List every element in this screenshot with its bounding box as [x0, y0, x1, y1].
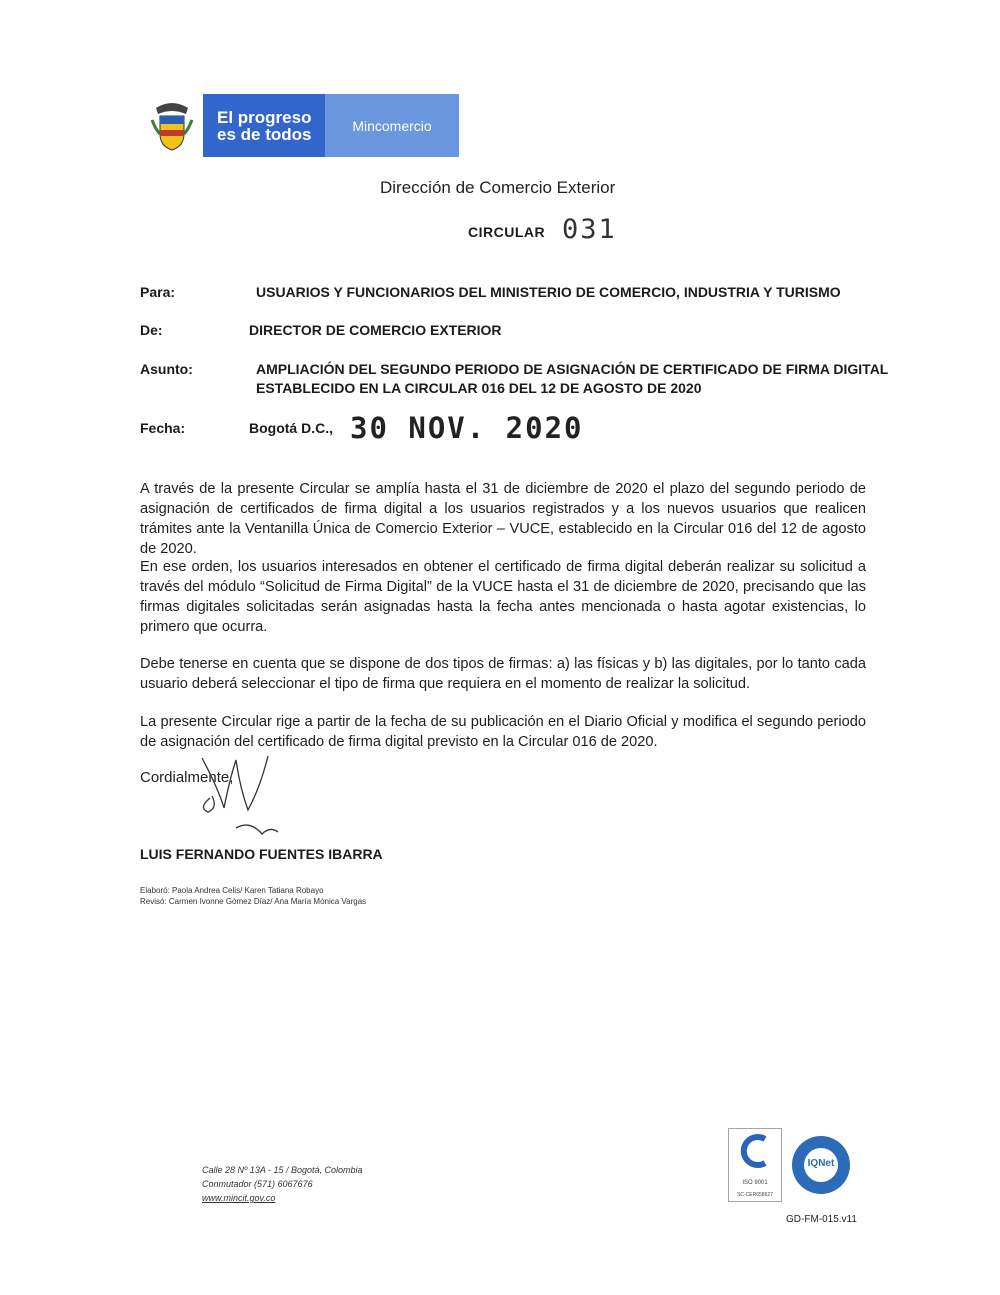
body-paragraph-3: Debe tenerse en cuenta que se dispone de dos tipos de firmas: a) las físicas y b) las digitales, por lo tanto cada usuario deberá seleccionar el tipo de firma que requiera en el momento de realizar la solicitud. — [140, 656, 866, 692]
department-title: Dirección de Comercio Exterior — [380, 178, 616, 197]
footer-address: Calle 28 Nº 13A - 15 / Bogotá, Colombia — [202, 1165, 363, 1175]
de-label: De: — [140, 322, 163, 338]
cert-code: SC-CER658627 — [737, 1192, 773, 1198]
body-paragraph-2: En ese orden, los usuarios interesados en obtener el certificado de firma digital deberán realizar su solicitud a través del módulo “Solicitud de Firma Digital” de la VUCE hasta el 31 de diciembre de 2020, precisando que las firmas digitales solicitadas serán asignadas hasta la fecha antes mencionada o hasta agotar existencias, lo primero que ocurra. — [140, 559, 866, 635]
handwritten-signature — [190, 748, 300, 848]
iqnet-certification — [790, 1134, 852, 1196]
brand-name: Mincomercio — [352, 117, 432, 134]
circular-label: CIRCULAR — [468, 224, 546, 240]
icontec-certification — [728, 1128, 782, 1202]
iqnet-label: IQNet — [807, 1158, 835, 1169]
asunto-label: Asunto: — [140, 361, 193, 377]
icontec-logo-icon — [729, 1129, 781, 1175]
footer-web: www.mincit.gov.co — [202, 1193, 276, 1203]
para-value: USUARIOS Y FUNCIONARIOS DEL MINISTERIO DE COMERCIO, INDUSTRIA Y TURISMO — [256, 284, 841, 300]
slogan-block — [203, 94, 325, 157]
fecha-place: Bogotá D.C., — [249, 420, 333, 436]
de-value: DIRECTOR DE COMERCIO EXTERIOR — [249, 322, 502, 338]
body-paragraph-1: A través de la presente Circular se amplía hasta el 31 de diciembre de 2020 el plazo del segundo periodo de asignación de certificados de firma digital a los usuarios registrados y a los nuevos usuarios que realicen trámites ante la Ventanilla Única de Comercio Exterior – VUCE, establecido en la Circular 016 del 12 de agosto de 2020. — [140, 481, 866, 557]
circular-number: 031 — [562, 214, 617, 245]
body-paragraph-4: La presente Circular rige a partir de la fecha de su publicación en el Diario Oficial y modifica el segundo periodo de asignación del certificado de firma digital previsto en la Circular 016 de 2020. — [140, 714, 866, 750]
para-label: Para: — [140, 284, 176, 300]
brand-block — [325, 94, 459, 157]
closing-text: Cordialmente, — [140, 769, 234, 786]
date-stamp: 30 NOV. 2020 — [350, 411, 584, 445]
form-code: GD-FM-015.v11 — [786, 1214, 857, 1225]
elaboro-credit: Elaboró: Paola Andrea Celis/ Karen Tatiana Robayo — [140, 886, 324, 895]
asunto-line-2: ESTABLECIDO EN LA CIRCULAR 016 DEL 12 DE AGOSTO DE 2020 — [256, 380, 702, 396]
reviso-credit: Revisó: Carmen Ivonne Gómez Díaz/ Ana María Mónica Vargas — [140, 897, 367, 906]
iso-label: ISO 9001 — [742, 1180, 768, 1186]
header-banner — [140, 94, 459, 157]
slogan-line-2: es de todos — [217, 124, 312, 144]
coat-of-arms-icon — [140, 94, 203, 157]
fecha-label: Fecha: — [140, 420, 186, 436]
slogan-line-1: El progreso — [217, 107, 312, 127]
signer-name: LUIS FERNANDO FUENTES IBARRA — [140, 846, 383, 862]
footer-phone: Conmutador (571) 6067676 — [202, 1179, 313, 1189]
asunto-line-1: AMPLIACIÓN DEL SEGUNDO PERIODO DE ASIGNACIÓN DE CERTIFICADO DE FIRMA DIGITAL — [256, 361, 889, 377]
